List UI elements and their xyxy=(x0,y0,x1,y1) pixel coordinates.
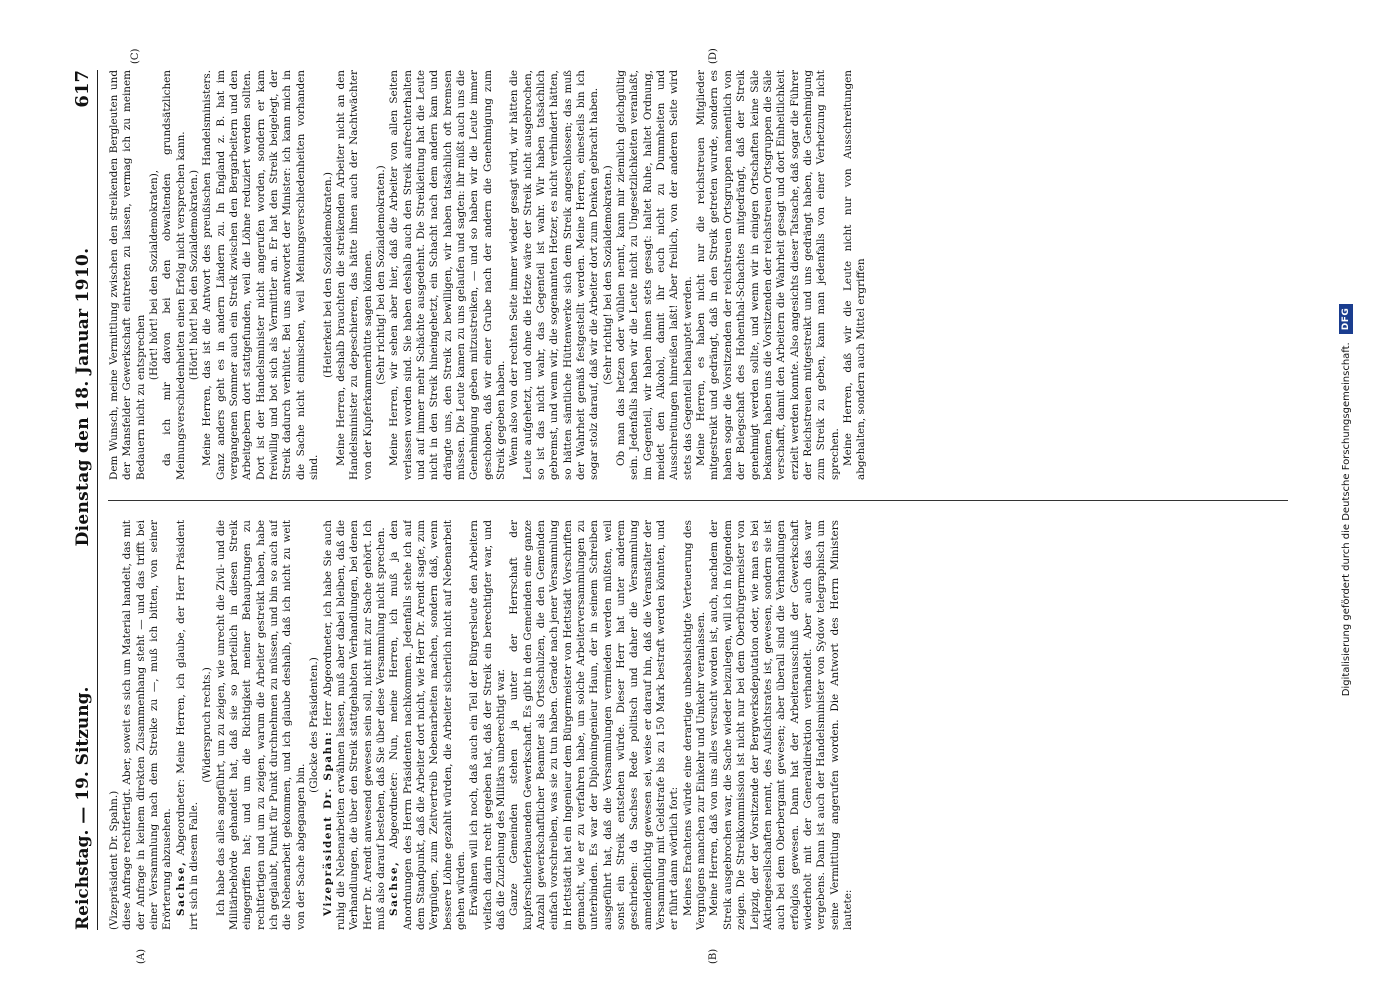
paragraph xyxy=(108,70,148,480)
page-header xyxy=(60,70,98,930)
interjection xyxy=(308,520,321,930)
paragraph-text: (Heiterkeit bei den Sozialdemokraten.) xyxy=(321,172,334,378)
paragraph-text: Erwähnen will ich noch, daß auch ein Teil der Bürgersleute den Arbeitern vielfach darin recht gegeben hat, daß der Streik ein berechtigter war, und daß die Zuziehung des Militärs unberechtigt war. xyxy=(468,520,507,930)
paragraph-text: Meine Herren, es haben nicht nur die reichstreuen Mitglieder mitgestreikt und gedrängt, daß in den Streik getreten wurde, sondern es haben sogar die Vorsitzenden der reichstreuen Ortsgruppen namentlich von der Belegschaft des Hohenthal-Schachtes mitgedrängt, daß der Streik genehmigt werden sollte, und wenn wir in einigen Ortschaften keine Säle bekamen, haben uns die Vorsitzenden der reichstreuen Ortsgruppen die Säle verschafft, damit den Arbeitern die Wahrheit gesagt und dort Einheitlichkeit erzielt werden konnte. Also angesichts dieser Tatsache, daß sogar die Führer der Reichstreuen mitgestreikt und uns gedrängt haben, die Genehmigung zum Streik zu geben, kann man jedenfalls von einer Verhetzung nicht sprechen. xyxy=(695,70,841,480)
page-number: 617 xyxy=(72,70,93,108)
margin-marker-a: (A) xyxy=(136,948,147,964)
paragraph-text: (Vizepräsident Dr. Spahn.) xyxy=(108,790,120,930)
paragraph xyxy=(161,70,188,480)
paragraph xyxy=(108,520,121,930)
paragraph xyxy=(682,520,709,930)
speaker-name: Vizepräsident Dr. Spahn: xyxy=(321,730,334,916)
margin-marker-c: (C) xyxy=(130,48,141,64)
paragraph-text: Abgeordneter: Nun, meine Herren, ich muß ja den Anordnungen des Herrn Präsidenten nachkommen. Jedenfalls stehe ich auf dem Standpunkt, daß die Arbeiter dort nicht, wie Herr Dr. Arendt sagte, zum Vergnügen, zum Zeitvertreib Nebenarbeiten machen, sondern daß, wenn bessere Löhne gezahlt würden, die Arbeiter sicherlich nicht auf Nebenarbeit gehen würden. xyxy=(388,520,467,930)
paragraph-text: Meine Herren, daß wir die Leute nicht nur von Ausschreitungen abgehalten, sondern auch Mittel ergriffen xyxy=(841,70,868,480)
interjection xyxy=(602,70,615,480)
paragraph xyxy=(708,520,855,930)
paragraph xyxy=(468,520,508,930)
speaker-name: Sachse, xyxy=(174,860,187,916)
paragraph-text: Meine Herren, deshalb brauchten die streikenden Arbeiter nicht an den Handelsminister zu depeschieren, das hätte ihnen auch der Nachtwächter von der Kupferkammerhütte sagen können. xyxy=(334,70,374,480)
paragraph-text: (Widerspruch rechts.) xyxy=(201,667,214,783)
digitization-note xyxy=(1336,0,1356,1000)
paragraph xyxy=(215,520,308,930)
paragraph-text: (Sehr richtig! bei den Sozialdemokraten.) xyxy=(601,165,614,385)
paragraph-text: Meine Herren, daß von uns alles versucht worden ist, auch, nachdem der Streik ausgebrochen war, die Sache wieder beizulegen, will ich in folgendem zeigen. Die Streikkommission ist nicht nur bei dem Oberbürgermeister von Leipzig, der der Vorsitzende der Bergwerksdeputation oder, wie man es bei Aktiengesellschaften nennt, des Aufsichtsrates ist, gewesen, sondern sie ist auch bei dem Oberbergamt gewesen; aber überall sind die Verhandlungen erfolglos gewesen. Dann hat der Arbeiterausschuß der Gewerkschaft wiederholt mit der Generaldirektion verhandelt. Aber auch das war vergebens. Dann ist auch der Handelsminister von Sydow telegraphisch um seine Vermittlung angerufen worden. Die Antwort des Herrn Ministers lautete: xyxy=(708,520,854,930)
paragraph xyxy=(508,520,681,930)
paragraph-text: Ich habe das alles angeführt, um zu zeigen, wie unrecht die Zivil- und die Militärbehörde gehandelt hat, daß sie so parteilich in diesen Streik eingegriffen hat; und um die Richtigkeit meiner Behauptungen zu rechtfertigen und um zu zeigen, warum die Arbeiter gestreikt haben, habe ich geglaubt, Punkt für Punkt durchnehmen zu müssen, und bin so auch auf die Nebenarbeit gekommen, und ich glaube deshalb, daß ich nicht zu weit von der Sache abgegangen bin. xyxy=(214,520,307,930)
paragraph-text: Ganze Gemeinden stehen ja unter der Herrschaft der kupferschieferbauenden Gewerkschaft. Es gibt in den Gemeinden eine ganze Anzahl gewerkschaftlicher Beamter als Ortsschulzen, die den Gemeinden einfach vorschreiben, was sie zu tun haben. Gerade nach jener Versammlung in Hettstädt hat ein Ingenieur dem Bürgermeister von Hettstädt Vorschriften gemacht, wie er zu verfahren habe, um solche Arbeiterversammlungen zu unterbinden. Es war der Diplomingenieur Haun, der in seinem Schreiben ausgeführt hat, daß die Versammlungen vermieden werden müßten, weil sonst ein Streik entstehen würde. Dieser Herr hat unter anderem geschrieben: da Sachses Rede politisch und daher die Versammlung anmeldepflichtig gewesen sei, weise er darauf hin, daß die Veranstalter der Versammlung mit Geldstrafe bis zu 150 Mark bestraft werden könnten, und er führt dann wörtlich fort: xyxy=(508,520,681,930)
paragraph-text: (Hört! hört! bei den Sozialdemokraten), xyxy=(148,169,161,381)
column-divider xyxy=(108,500,1288,501)
paragraph xyxy=(335,70,375,480)
paragraph-text: Dem Wunsch, meine Vermittlung zwischen den streikenden Bergleuten und der Mansfelder Gewerkschaft eintreten zu lassen, vermag ich zu meinem Bedauern nicht zu entsprechen xyxy=(108,70,147,480)
margin-marker-b: (B) xyxy=(708,948,719,964)
page-content xyxy=(60,48,1300,964)
paragraph-text: diese Anfrage rechtfertigt. Aber, soweit es sich um Material handelt, das mit der Anfrage in keinem direkten Zusammenhang steht — und das trifft bei einer Versammlung nach dem Streike zu —, muß ich bitten, von seiner Erörterung abzusehen. xyxy=(121,520,174,930)
paragraph xyxy=(508,70,601,480)
paragraph xyxy=(842,70,869,480)
paragraph-text: Herr Abgeordneter, ich habe Sie auch ruhig die Nebenarbeiten erwähnen lassen, muß aber dabei bleiben, daß die Verhandlungen, die über den Streik stattgehabten Verhandlungen, bei denen Herr Dr. Arendt anwesend gewesen sein soll, nicht mit zur Sache gehört. Ich muß also darauf bestehen, daß Sie über diese Versammlung nicht sprechen. xyxy=(321,520,387,930)
paragraph xyxy=(388,70,508,480)
interjection xyxy=(148,70,161,480)
dfg-logo: DFG xyxy=(1339,304,1353,335)
paragraph-text: (Glocke des Präsidenten.) xyxy=(308,657,321,793)
paragraph xyxy=(695,70,842,480)
digitization-text: Digitalisierung gefördert durch die Deutsche Forschungsgemeinschaft. xyxy=(1340,342,1352,697)
paragraph-text: Meine Herren, wir sehen aber hier, daß die Arbeiter von allen Seiten verlassen worden sind. Sie haben deshalb auch den Streik aufrechterhalten und auf immer mehr Schächte ausgedehnt. Die Streikleitung hat die Leute nicht in den Streik hineingehetzt, ein Schacht nach dem andern kam und drängte uns, den Streik zu bewilligen, wir haben tatsächlich oft bremsen müssen. Die Leute kamen zu uns gelaufen und sagten: ihr müßt auch uns die Genehmigung geben mitzustreiken, — und so haben wir die Leute immer geschoben, daß wir einer Grube nach der andern die Genehmigung zum Streik gegeben haben. xyxy=(388,70,507,480)
header-left: Reichstag. — 19. Sitzung. xyxy=(73,686,93,930)
left-column xyxy=(108,520,1288,930)
paragraph-text: (Hört! hört! bei den Sozialdemokraten.) xyxy=(188,169,201,381)
paragraph-text: da ich mir davon bei den obwaltenden grundsätzlichen Meinungsverschiedenheiten einen Erfolg nicht versprechen kann. xyxy=(161,70,187,480)
header-date: Dienstag den 18. Januar 1910. xyxy=(73,247,93,547)
paragraph-text: Meine Herren, das ist die Antwort des preußischen Handelsministers. Ganz anders geht es in andern Ländern zu. In England z. B. hat im vergangenen Sommer auch ein Streik zwischen den Bergarbeitern und den Arbeitgebern dort stattgefunden, weil die Löhne reduziert werden sollten. Dort ist der Handelsminister nicht angerufen worden, sondern er kam freiwillig und bot sich als Vermittler an. Er hat den Streik beigelegt, der Streik dadurch verhütet. Bei uns antwortet der Minister: ich kann mich in die Sache nicht einmischen, weil Meinungsverschiedenheiten vorhanden sind. xyxy=(201,70,321,480)
paragraph-text: Ob man das hetzen oder wühlen nennt, kann mir ziemlich gleichgültig sein. Jedenfalls haben wir die Leute nicht zu Ungesetzlichkeiten veranlaßt, im Gegenteil, wir haben ihnen stets gesagt: haltet Ruhe, haltet Ordnung, meidet den Alkohol, damit ihr euch nicht zu Dummheiten und Ausschreitungen hinreißen laßt! Aber freilich, von der anderen Seite wird stets das Gegenteil behauptet werden. xyxy=(615,70,694,480)
paragraph-text: Wenn also von der rechten Seite immer wieder gesagt wird, wir hätten die Leute aufgehetzt, und ohne die Hetze wäre der Streik nicht ausgebrochen, so ist das nicht wahr, das Gegenteil ist wahr. Wir haben tatsächlich gebremst, und wenn wir, die sogenannten Hetzer, es nicht verhindert hätten, so hätten sämtliche Hüttenwerke sich dem Streik angeschlossen; das muß der Wahrheit gemäß festgestellt werden. Meine Herren, einesteils bin ich sogar stolz darauf, daß wir die Arbeiter dort zum Denken gebracht haben. xyxy=(508,70,601,480)
paragraph-text: Abgeordneter: Meine Herren, ich glaube, der Herr Präsident irrt sich in diesem Falle. xyxy=(174,520,201,930)
paragraph xyxy=(121,520,174,930)
text-columns xyxy=(108,48,1288,964)
paragraph xyxy=(388,520,468,930)
speaker-name: Sachse, xyxy=(388,860,401,916)
margin-marker-d: (D) xyxy=(708,48,719,64)
paragraph-text: (Sehr richtig! bei den Sozialdemokraten.) xyxy=(374,165,387,385)
paragraph xyxy=(201,70,321,480)
right-column xyxy=(108,70,1288,480)
interjection xyxy=(201,520,214,930)
interjection xyxy=(322,70,335,480)
paragraph xyxy=(615,70,695,480)
paragraph xyxy=(175,520,202,930)
interjection xyxy=(375,70,388,480)
paragraph xyxy=(322,520,389,930)
interjection xyxy=(188,70,201,480)
paragraph-text: Meines Erachtens würde eine derartige unbeabsichtigte Verteuerung des Vergnügens manchen zur Einkehr und Umkehr veranlassen. xyxy=(681,520,708,930)
